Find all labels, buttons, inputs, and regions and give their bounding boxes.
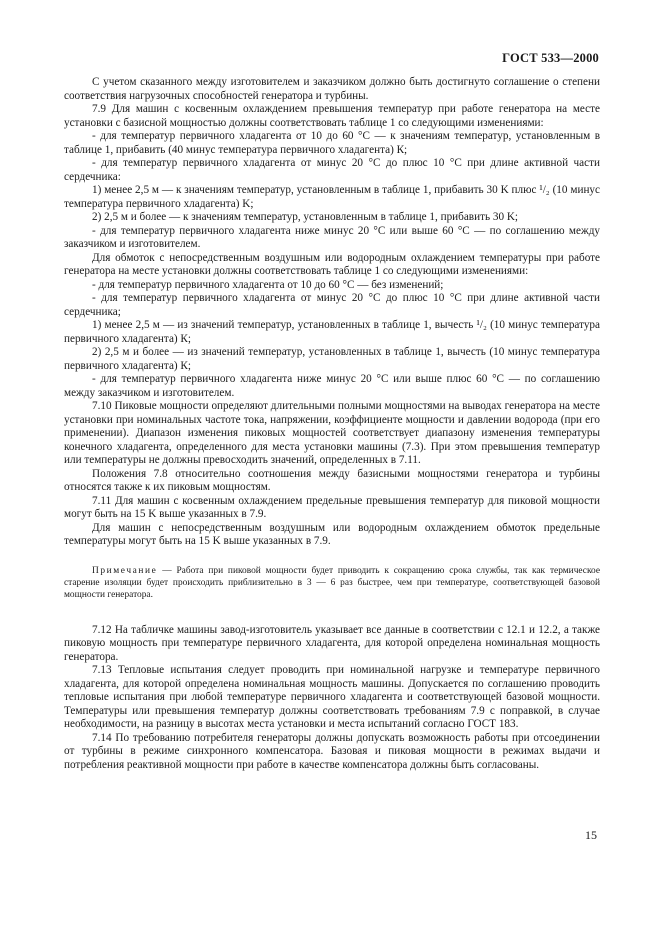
- paragraph: 7.13 Тепловые испытания следует проводить при номинальной нагрузке и температуре первичного хладагента, для которой определена номинальная мощность машины. Допускается по соглашению проводить тепловые испытания при любой температуре первичного хладагента и соответствующей базовой мощности. Температуры или превышения температур должны соответствовать требованиям 7.9 с поправкой, в случае необходимости, на разницу в высотах места установки и места испытаний согласно ГОСТ 183.: [64, 664, 600, 731]
- page-body: [64, 76, 600, 772]
- paragraph: 2) 2,5 м и более — из значений температур, установленных в таблице 1, вычесть (10 минус температура первичного хладагента) К;: [64, 346, 600, 372]
- paragraph: - для температур первичного хладагента от 10 до 60 °С — без изменений;: [92, 278, 444, 291]
- paragraph: 7.9 Для машин с косвенным охлаждением превышения температур при работе генератора на месте установки с базисной мощностью должны соответствовать таблице 1 со следующими изменениями:: [64, 103, 600, 129]
- paragraph: - для температур первичного хладагента от 10 до 60 °С — к значениям температур, установленным в таблице 1, прибавить (40 минус температура первичного хладагента) К;: [64, 130, 600, 156]
- paragraph: - для температур первичного хладагента от минус 20 °С до плюс 10 °С при длине активной части сердечника;: [64, 292, 600, 318]
- paragraph: Для машин с непосредственным воздушным или водородным охлаждением обмоток предельные температуры могут быть на 15 K выше указанных в 7.9.: [64, 521, 600, 547]
- paragraph: 7.14 По требованию потребителя генераторы должны допускать возможность работы при отсоединении от турбины в режиме синхронного компенсатора. Базовая и пиковая мощности в режимах выдачи и потребления реактивной мощности при работе в качестве компенсатора должны быть согласованы.: [64, 731, 600, 771]
- paragraph: 7.10 Пиковые мощности определяют длительными полными мощностями на выводах генератора на месте установки при номинальных частоте тока, напряжении, коэффициенте мощности и давлении водорода (при его применении). Диапазон изменения пиковых мощностей соответствует диапазону изменения температуры конечного хладагента, определенного для места установки машины (7.3). При этом превышения температур или температуры не должны превосходить значений, определенных в 7.11.: [64, 400, 600, 466]
- paragraph: 1) менее 2,5 м — из значений температур, установленных в таблице 1, вычесть ¹/₂ (10 минус температура первичного хладагента) К;: [64, 319, 600, 345]
- paragraph: 7.11 Для машин с косвенным охлаждением предельные превышения температур для пиковой мощности могут быть на 15 K выше указанных в 7.9.: [64, 494, 600, 520]
- page-number: 15: [585, 828, 597, 842]
- note-block: [64, 565, 600, 602]
- paragraph: 1) менее 2,5 м — к значениям температур, установленным в таблице 1, прибавить 30 K плюс ¹/₂ (10 минус температура первичного хладагента) K;: [64, 184, 600, 210]
- paragraph: - для температур первичного хладагента ниже минус 20 °С или выше плюс 60 °С — по соглашению между заказчиком и изготовителем.: [64, 373, 600, 399]
- paragraph: - для температур первичного хладагента ниже минус 20 °С или выше 60 °С — по соглашению между заказчиком и изготовителем.: [64, 224, 600, 250]
- paragraph: 2) 2,5 м и более — к значениям температур, установленным в таблице 1, прибавить 30 K;: [92, 211, 519, 223]
- document-code: ГОСТ 533—2000: [502, 51, 599, 65]
- note-label: Примечание: [92, 565, 158, 576]
- paragraph: - для температур первичного хладагента от минус 20 °С до плюс 10 °С при длине активной части сердечника:: [64, 157, 600, 183]
- paragraph: Для обмоток с непосредственным воздушным или водородным охлаждением температуры при работе генератора на месте установки должны соответствовать таблице 1 со следующими изменениями:: [64, 251, 600, 277]
- paragraph: 7.12 На табличке машины завод-изготовитель указывает все данные в соответствии с 12.1 и 12.2, а также пиковую мощность при температуре первичного хладагента, для которой определена номинальная мощность генератора.: [64, 623, 600, 663]
- note-text: — Работа при пиковой мощности будет приводить к сокращению срока службы, так как термическое старение изоляции будет происходить приблизительно в 3 — 6 раз быстрее, чем при температуре, соответствующей базовой мощности генератора.: [64, 565, 601, 601]
- paragraph: С учетом сказанного между изготовителем и заказчиком должно быть достигнуто соглашение о степени соответствия нагрузочных способностей генератора и турбины.: [64, 76, 600, 102]
- paragraph: Положения 7.8 относительно соотношения между базисными мощностями генератора и турбины относятся также к их пиковым мощностям.: [64, 467, 600, 493]
